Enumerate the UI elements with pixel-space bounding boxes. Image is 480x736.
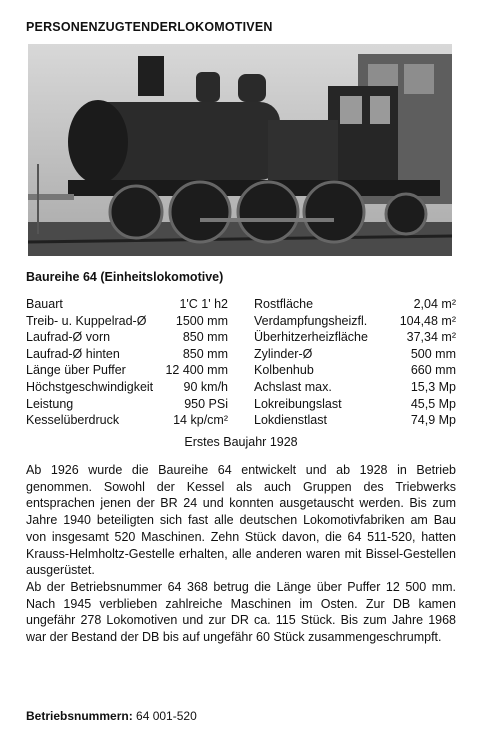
spec-label: Überhitzerheizfläche: [254, 330, 368, 345]
description-paragraph: Ab der Betriebsnummer 64 368 betrug die Länge über Puffer 12 500 mm. Nach 1945 verblieben zahlreiche Maschinen im Osten. Zur DB kamen ungefähr 278 Lokomotiven und zur DR ca. 115 Stück. Bis zum Jahre 1968 war der Bestand der DB bis auf ungefähr 60 Stück zusammengeschrumpft.: [26, 579, 456, 645]
spec-label: Bauart: [26, 297, 63, 311]
spec-label: Lokdienstlast: [254, 413, 327, 428]
spec-value: 74,9 Mp: [410, 413, 456, 428]
spec-row: [254, 412, 456, 429]
specs-right-column: [254, 296, 456, 429]
spec-label: Kesselüberdruck: [26, 413, 120, 428]
locomotive-photo: [28, 44, 452, 256]
first-build-year: Erstes Baujahr 1928: [184, 435, 298, 449]
spec-row: [26, 396, 228, 413]
spec-row: [26, 296, 228, 313]
description: [26, 462, 456, 646]
spec-row: [26, 329, 228, 346]
spec-row: [26, 412, 228, 429]
spec-row: [254, 346, 456, 363]
spec-row: [26, 313, 228, 330]
spec-row: [26, 362, 228, 379]
spec-value: 1'C 1' h2: [179, 297, 228, 311]
spec-row: [254, 396, 456, 413]
spec-value: 12 400 mm: [165, 363, 228, 378]
spec-value: 37,34 m²: [406, 330, 456, 345]
spec-row: [254, 296, 456, 313]
spec-value: 1500 mm: [175, 313, 228, 328]
operating-numbers: [26, 709, 197, 723]
spec-label: Kolbenhub: [254, 363, 314, 378]
specs-left-column: [26, 296, 228, 429]
spec-label: Lokreibungslast: [254, 396, 342, 411]
spec-row: [254, 379, 456, 396]
spec-value: 14 kp/cm²: [173, 413, 228, 428]
spec-value: 850 mm: [182, 346, 228, 361]
spec-value: 2,04 m²: [413, 297, 456, 311]
series-title: Baureihe 64 (Einheitslokomotive): [26, 270, 224, 284]
spec-label: Laufrad-Ø vorn: [26, 330, 111, 345]
description-paragraph: Ab 1926 wurde die Baureihe 64 entwickelt und ab 1928 in Betrieb genommen. Sowohl der Kessel als auch Gruppen des Triebwerks entsprachen jenen der BR 24 und konnten ausgetauscht werden. Bis zum Jahre 1940 beteiligten sich fast alle deutschen Lokomotivfabriken am Bau von insgesamt 520 Maschinen. Zehn Stück davon, die 64 511-520, hatten Krauss-Helmholtz-Gestelle erhalten, alle anderen waren mit Bissel-Gestellen ausgerüstet.: [26, 463, 456, 578]
spec-row: [254, 362, 456, 379]
spec-row: [26, 379, 228, 396]
spec-value: 950 PSi: [184, 396, 228, 411]
spec-value: 850 mm: [182, 330, 228, 345]
spec-row: [254, 313, 456, 330]
spec-label: Zylinder-Ø: [254, 346, 313, 361]
spec-value: 90 km/h: [183, 379, 228, 394]
spec-value: 660 mm: [410, 363, 456, 378]
spec-label: Verdampfungsheizfl.: [254, 313, 368, 328]
spec-label: Rostfläche: [254, 297, 314, 311]
spec-label: Treib- u. Kuppelrad-Ø: [26, 313, 147, 328]
spec-label: Achslast max.: [254, 379, 332, 394]
spec-label: Länge über Puffer: [26, 363, 126, 378]
spec-value: 500 mm: [410, 346, 456, 361]
spec-value: 104,48 m²: [399, 313, 456, 328]
spec-label: Höchstgeschwindigkeit: [26, 379, 154, 394]
spec-row: [254, 329, 456, 346]
spec-label: Leistung: [26, 396, 74, 411]
spec-label: Laufrad-Ø hinten: [26, 346, 120, 361]
spec-value: 15,3 Mp: [410, 379, 456, 394]
page-heading: PERSONENZUGTENDERLOKOMOTIVEN: [26, 20, 273, 34]
spec-value: 45,5 Mp: [410, 396, 456, 411]
operating-numbers-value: 64 001-520: [136, 709, 197, 723]
operating-numbers-label: Betriebsnummern:: [26, 709, 133, 723]
spec-row: [26, 346, 228, 363]
